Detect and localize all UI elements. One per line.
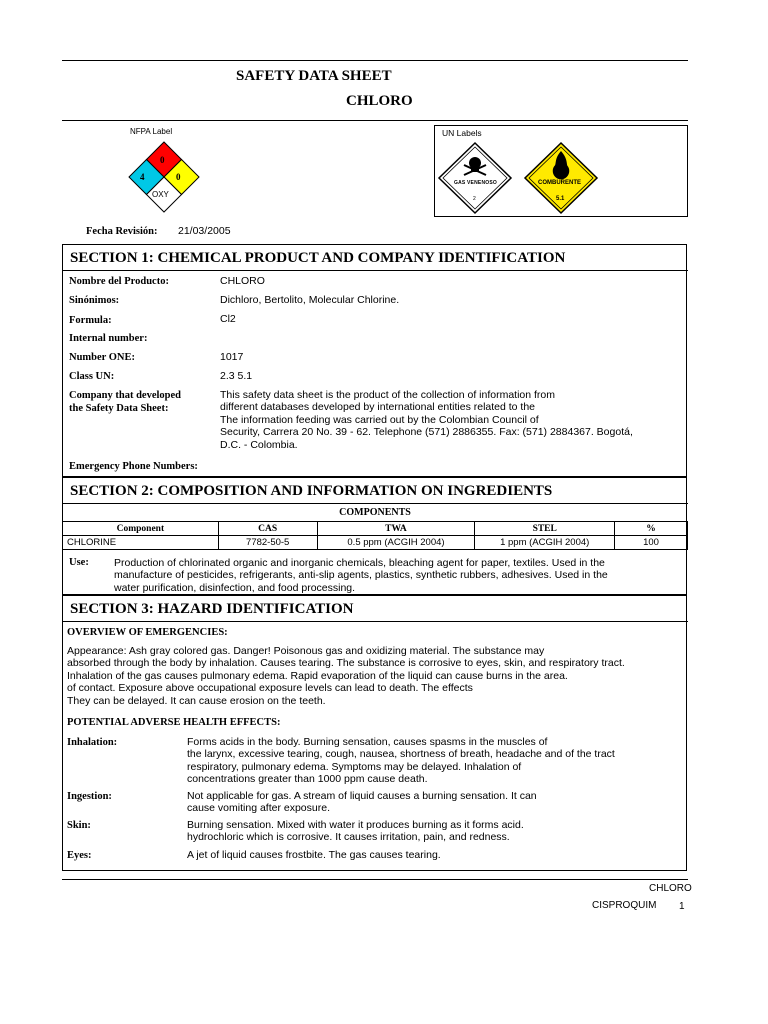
- label-class-un: Class UN:: [69, 371, 115, 382]
- overview-text: [67, 645, 625, 707]
- value-formula: Cl2: [220, 313, 236, 325]
- label-internal-number: Internal number:: [69, 333, 148, 344]
- header-cas: CAS: [218, 522, 317, 536]
- table-row: [63, 536, 688, 550]
- header-percent: %: [615, 522, 688, 536]
- cell-cas: 7782-50-5: [218, 536, 317, 550]
- label-company-1: Company that developed: [69, 390, 182, 401]
- overview-line: They can be delayed. It can cause erosion on the teeth.: [67, 694, 326, 707]
- cell-percent: 100: [615, 536, 688, 550]
- header-rule: [62, 120, 688, 121]
- nfpa-diamond-icon: [124, 141, 204, 213]
- company-line: D.C. - Colombia.: [220, 438, 298, 451]
- components-title: COMPONENTS: [339, 507, 411, 518]
- company-line: different databases developed by international entities related to the: [220, 401, 536, 414]
- skin-line: Burning sensation. Mixed with water it produces burning as it forms acid.: [187, 819, 524, 831]
- cell-stel: 1 ppm (ACGIH 2004): [475, 536, 615, 550]
- use-line: water purification, disinfection, and food processing.: [114, 581, 356, 594]
- poison-label-class: 2: [473, 196, 476, 202]
- company-description: [220, 389, 633, 451]
- company-line: The information feeding was carried out by the Colombian Council of: [220, 413, 539, 426]
- label-product-name: Nombre del Producto:: [69, 276, 169, 287]
- oxidizer-label-text: COMBURENTE: [538, 180, 581, 186]
- header-stel: STEL: [475, 522, 615, 536]
- company-line: Security, Carrera 20 No. 39 - 62. Telephone (571) 2886355. Fax: (571) 2884367. Bogotá,: [220, 426, 633, 439]
- poison-gas-label-icon: [437, 141, 513, 215]
- ingestion-line: cause vomiting after exposure.: [187, 802, 330, 815]
- value-number-one: 1017: [220, 351, 244, 363]
- product-title: CHLORO: [346, 93, 413, 109]
- top-rule: [62, 60, 688, 61]
- inhalation-text: [187, 736, 615, 786]
- footer-company: CISPROQUIM: [592, 900, 657, 911]
- revision-date: 21/03/2005: [178, 225, 231, 237]
- nfpa-right-value: 0: [176, 172, 181, 182]
- overview-line: Inhalation of the gas causes pulmonary edema. Rapid evaporation of the liquid can cause burns in the area.: [67, 669, 568, 682]
- potential-effects-title: POTENTIAL ADVERSE HEALTH EFFECTS:: [67, 717, 281, 728]
- value-synonyms: Dichloro, Bertolito, Molecular Chlorine.: [220, 294, 400, 306]
- label-formula: Formula:: [69, 315, 112, 326]
- cell-component: CHLORINE: [63, 536, 219, 550]
- overview-line: of contact. Exposure above occupational exposure levels can lead to death. The effects: [67, 682, 473, 695]
- skin-text: [187, 819, 524, 844]
- header-twa: TWA: [317, 522, 475, 536]
- company-line: This safety data sheet is the product of the collection of information from: [220, 389, 556, 401]
- overview-line: absorbed through the body by inhalation. Causes tearing. The substance is corrosive to eyes, skin, and respiratory tract.: [67, 657, 625, 670]
- header-component: Component: [63, 522, 219, 536]
- nfpa-bottom-value: OXY: [152, 190, 169, 199]
- label-inhalation: Inhalation:: [67, 737, 118, 748]
- section3-title-rule: [62, 621, 688, 622]
- eyes-text: [187, 849, 441, 861]
- inhalation-line: concentrations greater than 1000 ppm cause death.: [187, 773, 428, 786]
- inhalation-line: Forms acids in the body. Burning sensation, causes spasms in the muscles of: [187, 736, 548, 748]
- inhalation-line: the larynx, excessive tearing, cough, nausea, shortness of breath, headache and of the tract: [187, 748, 615, 761]
- skin-line: hydrochloric which is corrosive. It causes irritation, pain, and redness.: [187, 831, 510, 844]
- overview-title: OVERVIEW OF EMERGENCIES:: [67, 627, 228, 638]
- label-eyes: Eyes:: [67, 850, 92, 861]
- label-use: Use:: [69, 557, 89, 568]
- cell-twa: 0.5 ppm (ACGIH 2004): [317, 536, 475, 550]
- nfpa-label-caption: NFPA Label: [130, 127, 173, 136]
- nfpa-top-value: 0: [160, 155, 165, 165]
- oxidizer-label-class: 5.1: [556, 196, 565, 202]
- eyes-line: A jet of liquid causes frostbite. The gas causes tearing.: [187, 849, 441, 861]
- label-emergency-phone: Emergency Phone Numbers:: [69, 461, 198, 472]
- section2-title: SECTION 2: COMPOSITION AND INFORMATION ON INGREDIENTS: [70, 483, 553, 499]
- use-line: Production of chlorinated organic and inorganic chemicals, bleaching agent for paper, textiles. Used in the: [114, 557, 605, 569]
- footer-page-number: 1: [679, 901, 685, 912]
- section3-title: SECTION 3: HAZARD IDENTIFICATION: [70, 601, 354, 617]
- nfpa-left-value: 4: [140, 172, 145, 182]
- label-ingestion: Ingestion:: [67, 791, 112, 802]
- revision-label: Fecha Revisión:: [86, 226, 158, 237]
- ingestion-line: Not applicable for gas. A stream of liquid causes a burning sensation. It can: [187, 790, 537, 802]
- components-table: [62, 521, 688, 550]
- value-class-un: 2.3 5.1: [220, 370, 253, 382]
- section1-title-rule: [62, 270, 688, 271]
- ingestion-text: [187, 790, 537, 815]
- value-product-name: CHLORO: [220, 275, 265, 287]
- table-header-row: [63, 522, 688, 536]
- un-labels-caption: UN Labels: [442, 128, 482, 138]
- footer-rule: [62, 879, 688, 880]
- label-number-one: Number ONE:: [69, 352, 136, 363]
- label-company-2: the Safety Data Sheet:: [69, 403, 169, 414]
- document-title: SAFETY DATA SHEET: [236, 68, 392, 84]
- poison-label-text: GAS VENENOSO: [454, 180, 497, 186]
- section1-title: SECTION 1: CHEMICAL PRODUCT AND COMPANY IDENTIFICATION: [70, 250, 566, 266]
- footer-product: CHLORO: [649, 883, 692, 894]
- section2-title-rule: [62, 503, 688, 504]
- overview-line: Appearance: Ash gray colored gas. Danger! Poisonous gas and oxidizing material. The substance may: [67, 645, 545, 657]
- use-line: manufacture of pesticides, refrigerants, anti-slip agents, plastics, synthetic rubbers, adhesives. Used in the: [114, 569, 608, 582]
- use-description: [114, 557, 608, 594]
- label-synonyms: Sinónimos:: [69, 295, 120, 306]
- inhalation-line: respiratory, pulmonary edema. Symptoms may be delayed. Inhalation of: [187, 760, 522, 773]
- oxidizer-label-icon: [523, 141, 599, 215]
- label-skin: Skin:: [67, 820, 91, 831]
